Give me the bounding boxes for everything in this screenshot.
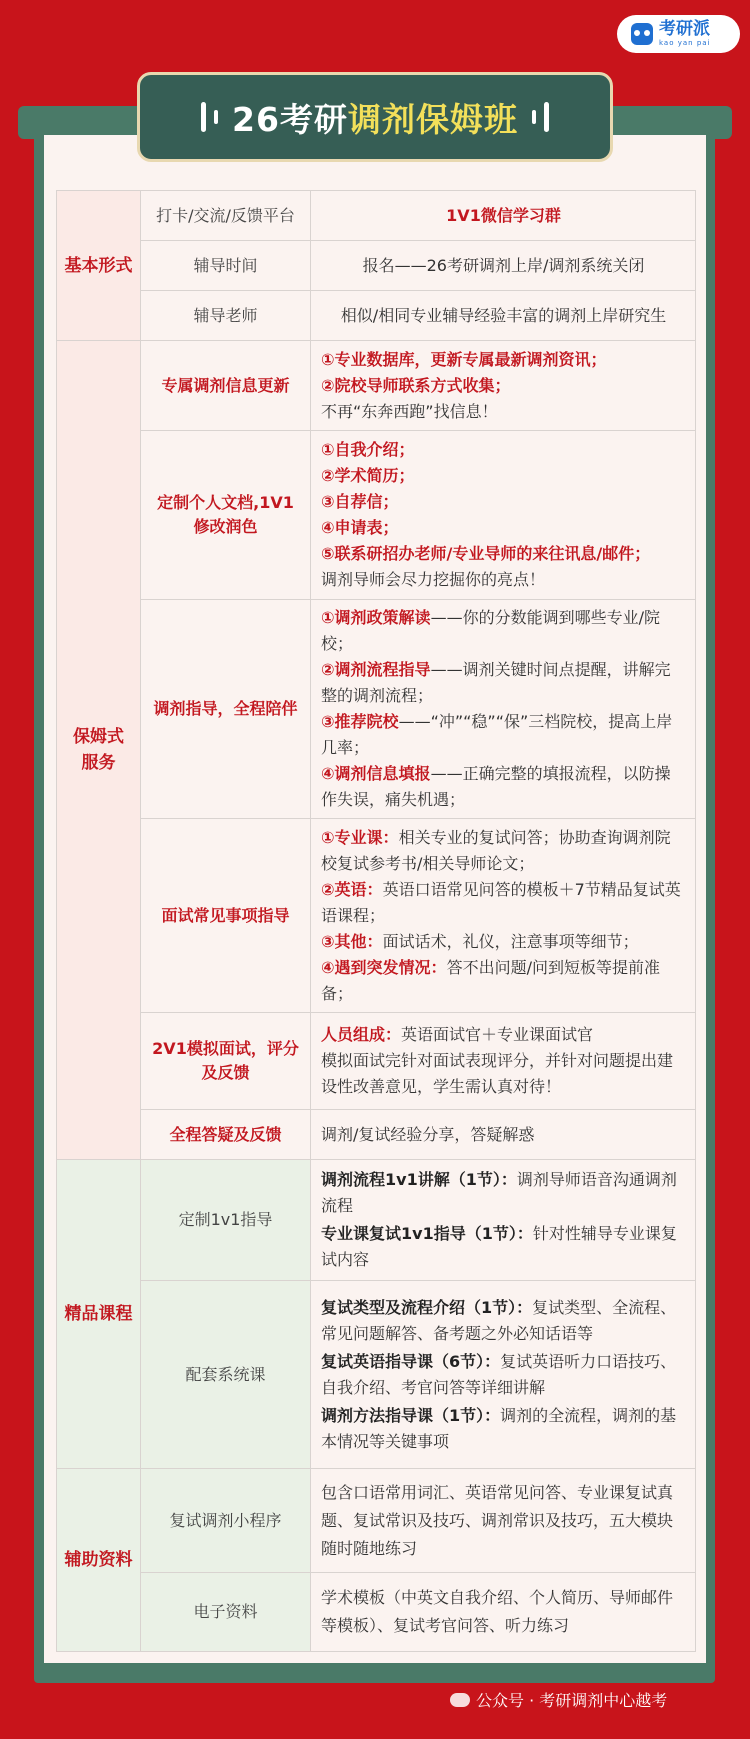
row-value: 调剂/复试经验分享，答疑解惑 bbox=[311, 1110, 696, 1160]
table-row bbox=[57, 241, 696, 291]
left-bars-icon bbox=[201, 102, 218, 132]
row-value bbox=[311, 341, 696, 431]
list-item: ③自荐信； bbox=[321, 492, 399, 511]
list-item: 专业课复试1v1指导（1节）：针对性辅导专业课复试内容 bbox=[321, 1224, 677, 1269]
list-item: 复试英语指导课（6节）：复试英语听力口语技巧、自我介绍、考官问答等详细讲解 bbox=[321, 1351, 677, 1397]
list-item: 调剂流程1v1讲解（1节）：调剂导师语音沟通调剂流程 bbox=[321, 1170, 677, 1215]
list-item: ④申请表； bbox=[321, 518, 399, 537]
row-value bbox=[311, 600, 696, 819]
row-label: 定制1v1指导 bbox=[141, 1160, 311, 1281]
wechat-watermark bbox=[450, 1688, 667, 1711]
table-row bbox=[57, 1013, 696, 1110]
row-value bbox=[311, 1281, 696, 1469]
list-item: ②院校导师联系方式收集； bbox=[321, 375, 511, 395]
list-item: 调剂方法指导课（1节）：调剂的全流程，调剂的基本情况等关键事项 bbox=[321, 1405, 677, 1451]
owl-icon bbox=[631, 23, 653, 45]
row-label: 复试调剂小程序 bbox=[141, 1469, 311, 1573]
list-item: 人员组成：英语面试官＋专业课面试官 bbox=[321, 1025, 594, 1044]
table-row bbox=[57, 1160, 696, 1281]
logo-name: 考研派 bbox=[659, 19, 710, 39]
list-item: ④调剂信息填报——正确完整的填报流程，以防操作失误，痛失机遇； bbox=[321, 764, 671, 809]
row-value: 相似/相同专业辅导经验丰富的调剂上岸研究生 bbox=[311, 291, 696, 341]
list-item: 不再“东奔西跑”找信息！ bbox=[321, 401, 498, 421]
table-row bbox=[57, 600, 696, 819]
watermark-text: 公众号 · 考研调剂中心越考 bbox=[476, 1691, 668, 1710]
page-title bbox=[137, 72, 613, 162]
list-item: ①专业课：相关专业的复试问答；协助查询调剂院校复试参考书/相关导师论文； bbox=[321, 827, 671, 873]
row-label: 面试常见事项指导 bbox=[141, 819, 311, 1013]
row-label: 定制个人文档,1V1修改润色 bbox=[141, 431, 311, 600]
row-value bbox=[311, 431, 696, 600]
section-header: 辅助资料 bbox=[57, 1469, 141, 1652]
list-item: 调剂导师会尽力挖掘你的亮点！ bbox=[321, 570, 546, 589]
row-label: 专属调剂信息更新 bbox=[141, 341, 311, 431]
table-row bbox=[57, 291, 696, 341]
list-item: ④遇到突发情况：答不出问题/问到短板等提前准备； bbox=[321, 957, 660, 1003]
section-header: 精品课程 bbox=[57, 1160, 141, 1469]
row-label: 辅导时间 bbox=[141, 241, 311, 291]
list-item: ①调剂政策解读——你的分数能调到哪些专业/院校； bbox=[321, 608, 660, 653]
table-row bbox=[57, 431, 696, 600]
list-item: 复试类型及流程介绍（1节）：复试类型、全流程、常见问题解答、备考题之外必知话语等 bbox=[321, 1297, 677, 1343]
row-label: 调剂指导，全程陪伴 bbox=[141, 600, 311, 819]
list-item: ②英语：英语口语常见问答的模板＋7节精品复试英语课程； bbox=[321, 879, 681, 925]
row-label: 全程答疑及反馈 bbox=[141, 1110, 311, 1160]
table-row bbox=[57, 341, 696, 431]
course-table bbox=[56, 190, 696, 1652]
table-row bbox=[57, 1469, 696, 1573]
table-row bbox=[57, 1573, 696, 1652]
row-value: 包含口语常用词汇、英语常见问答、专业课复试真题、复试常识及技巧、调剂常识及技巧，五大模块随时随地练习 bbox=[311, 1469, 696, 1573]
table-row bbox=[57, 1110, 696, 1160]
row-label: 辅导老师 bbox=[141, 291, 311, 341]
row-value bbox=[311, 819, 696, 1013]
title-accent: 调剂保姆班 bbox=[347, 99, 518, 139]
list-item: ⑤联系研招办老师/专业导师的来往讯息/邮件； bbox=[321, 544, 651, 563]
section-header: 基本形式 bbox=[57, 191, 141, 341]
row-value: 1V1微信学习群 bbox=[311, 191, 696, 241]
row-value: 报名——26考研调剂上岸/调剂系统关闭 bbox=[311, 241, 696, 291]
row-label: 2V1模拟面试，评分及反馈 bbox=[141, 1013, 311, 1110]
row-label: 打卡/交流/反馈平台 bbox=[141, 191, 311, 241]
list-item: ②学术简历； bbox=[321, 466, 415, 485]
list-item: ①专业数据库，更新专属最新调剂资讯； bbox=[321, 349, 607, 369]
row-label: 配套系统课 bbox=[141, 1281, 311, 1469]
logo-subtitle: kao yan pai bbox=[659, 39, 711, 47]
wechat-icon bbox=[450, 1693, 470, 1707]
section-header: 保姆式服务 bbox=[57, 341, 141, 1160]
list-item: ③推荐院校——“冲”“稳”“保”三档院校，提高上岸几率； bbox=[321, 712, 673, 757]
row-value: 学术模板（中英文自我介绍、个人简历、导师邮件等模板）、复试考官问答、听力练习 bbox=[311, 1573, 696, 1652]
table-row bbox=[57, 819, 696, 1013]
list-item: 模拟面试完针对面试表现评分，并针对问题提出建设性改善意见，学生需认真对待！ bbox=[321, 1051, 674, 1096]
table-row bbox=[57, 1281, 696, 1469]
title-main: 26考研 bbox=[232, 99, 348, 139]
table-row bbox=[57, 191, 696, 241]
list-item: ③其他：面试话术，礼仪，注意事项等细节； bbox=[321, 931, 639, 951]
kaoyanpai-logo bbox=[617, 15, 740, 53]
list-item: ②调剂流程指导——调剂关键时间点提醒，讲解完整的调剂流程； bbox=[321, 660, 671, 705]
row-value bbox=[311, 1013, 696, 1110]
row-label: 电子资料 bbox=[141, 1573, 311, 1652]
row-value bbox=[311, 1160, 696, 1281]
list-item: ①自我介绍； bbox=[321, 440, 415, 459]
right-bars-icon bbox=[532, 102, 549, 132]
